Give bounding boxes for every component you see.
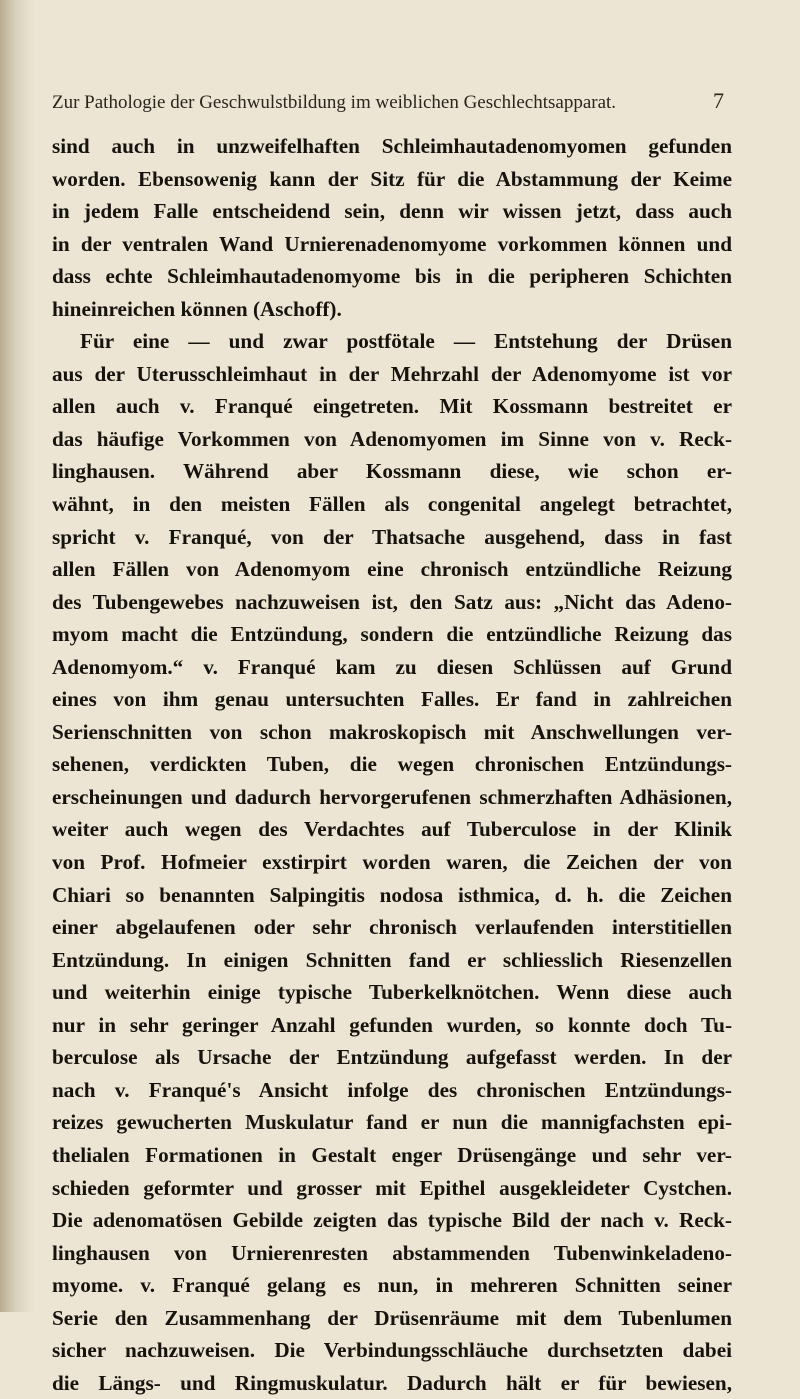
text-line: Für eine — und zwar postfötale — Entstehung der Drüsen bbox=[80, 329, 732, 354]
text-line: sehenen, verdickten Tuben, die wegen chronischen Entzündungs- bbox=[52, 752, 732, 777]
text-line: worden. Ebensowenig kann der Sitz für die Abstammung der Keime bbox=[52, 166, 732, 191]
running-title: Zur Pathologie der Geschwulstbildung im weiblichen Geschlechtsapparat. bbox=[52, 92, 617, 113]
text-line: in jedem Falle entscheidend sein, denn wir wissen jetzt, dass auch bbox=[52, 199, 732, 224]
text-line: linghausen. Während aber Kossmann diese, wie schon er- bbox=[52, 459, 732, 484]
text-line: Chiari so benannten Salpingitis nodosa isthmica, d. h. die Zeichen bbox=[52, 882, 732, 907]
text-line: die Längs- und Ringmuskulatur. Dadurch hält er für bewiesen, bbox=[52, 1370, 732, 1395]
text-line: allen auch v. Franqué eingetreten. Mit Kossmann bestreitet er bbox=[52, 394, 732, 419]
page-number: 7 bbox=[713, 88, 724, 113]
text-line: weiter auch wegen des Verdachtes auf Tuberculose in der Klinik bbox=[52, 817, 732, 842]
text-line: sind auch in unzweifelhaften Schleimhautadenomyomen gefunden bbox=[52, 134, 732, 158]
text-line: das häufige Vorkommen von Adenomyomen im Sinne von v. Reck- bbox=[52, 426, 732, 451]
text-line: linghausen von Urnierenresten abstammenden Tubenwinkeladeno- bbox=[52, 1240, 732, 1265]
text-line: Serie den Zusammenhang der Drüsenräume mit dem Tubenlumen bbox=[52, 1305, 732, 1330]
text-line: myome. v. Franqué gelang es nun, in mehreren Schnitten seiner bbox=[52, 1273, 732, 1298]
text-line: Die adenomatösen Gebilde zeigten das typische Bild der nach v. Reck- bbox=[52, 1208, 732, 1233]
text-line: dass echte Schleimhautadenomyome bis in die peripheren Schichten bbox=[52, 264, 732, 289]
text-line: in der ventralen Wand Urnierenadenomyome vorkommen können und bbox=[52, 231, 732, 256]
page-binding-shadow bbox=[0, 0, 34, 1312]
text-line: eines von ihm genau untersuchten Falles. Er fand in zahlreichen bbox=[52, 687, 732, 712]
text-line: Entzündung. In einigen Schnitten fand er schliesslich Riesenzellen bbox=[52, 947, 732, 972]
text-line: aus der Uterusschleimhaut in der Mehrzahl der Adenomyome ist vor bbox=[52, 361, 732, 386]
text-line: von Prof. Hofmeier exstirpirt worden waren, die Zeichen der von bbox=[52, 850, 732, 875]
text-line: wähnt, in den meisten Fällen als congenital angelegt betrachtet, bbox=[52, 492, 732, 517]
text-line: des Tubengewebes nachzuweisen ist, den Satz aus: „Nicht das Adeno- bbox=[52, 589, 732, 614]
text-line: Adenomyom.“ v. Franqué kam zu diesen Schlüssen auf Grund bbox=[52, 654, 732, 679]
text-line: thelialen Formationen in Gestalt enger Drüsengänge und sehr ver- bbox=[52, 1142, 732, 1167]
text-line: einer abgelaufenen oder sehr chronisch verlaufenden interstitiellen bbox=[52, 915, 732, 940]
text-line: hineinreichen können (Aschoff). bbox=[52, 296, 342, 321]
text-line: Serienschnitten von schon makroskopisch mit Anschwellungen ver- bbox=[52, 719, 732, 744]
text-line: und weiterhin einige typische Tuberkelknötchen. Wenn diese auch bbox=[52, 980, 732, 1005]
text-line: nach v. Franqué's Ansicht infolge des chronischen Entzündungs- bbox=[52, 1077, 732, 1102]
text-line: nur in sehr geringer Anzahl gefunden wurden, so konnte doch Tu- bbox=[52, 1012, 732, 1037]
text-line: reizes gewucherten Muskulatur fand er nun die mannigfachsten epi- bbox=[52, 1110, 732, 1135]
running-header bbox=[52, 88, 732, 114]
text-line: berculose als Ursache der Entzündung aufgefasst werden. In der bbox=[52, 1045, 732, 1070]
text-line: spricht v. Franqué, von der Thatsache ausgehend, dass in fast bbox=[52, 524, 732, 549]
body-text bbox=[52, 130, 732, 1399]
text-line: sicher nachzuweisen. Die Verbindungsschläuche durchsetzten dabei bbox=[52, 1338, 732, 1363]
text-line: schieden geformter und grosser mit Epithel ausgekleideter Cystchen. bbox=[52, 1175, 732, 1200]
book-page bbox=[52, 88, 732, 1399]
text-line: erscheinungen und dadurch hervorgerufenen schmerzhaften Adhäsionen, bbox=[52, 784, 732, 809]
text-line: allen Fällen von Adenomyom eine chronisch entzündliche Reizung bbox=[52, 557, 732, 582]
text-line: myom macht die Entzündung, sondern die entzündliche Reizung das bbox=[52, 622, 732, 647]
